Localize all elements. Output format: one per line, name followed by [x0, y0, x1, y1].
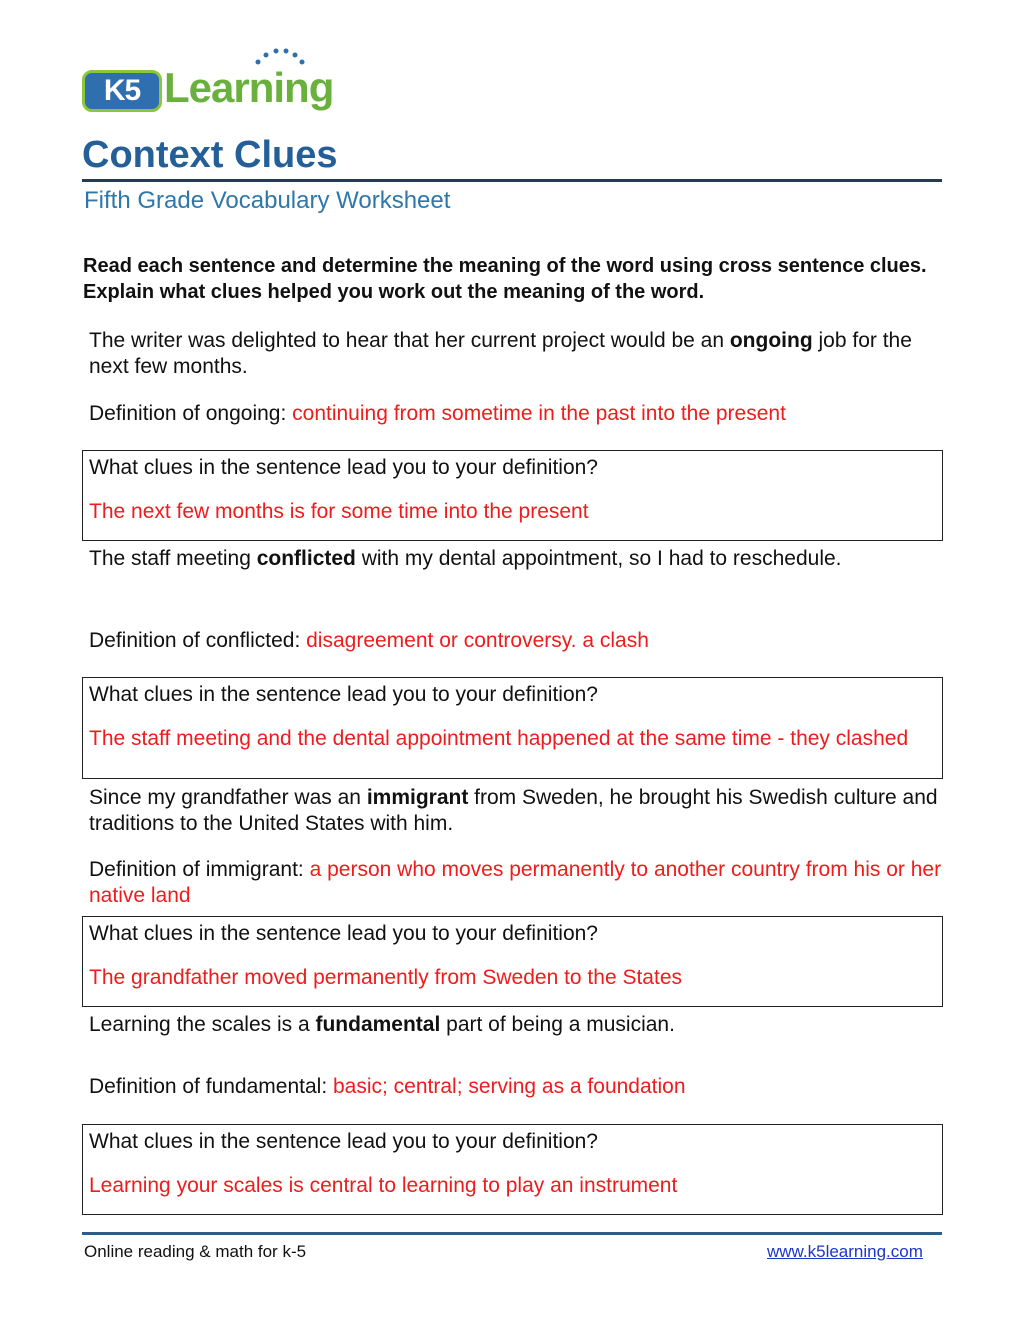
clue-answer-4: Learning your scales is central to learning to play an instrument	[89, 1174, 678, 1197]
clue-question-1: What clues in the sentence lead you to your definition?	[89, 456, 598, 479]
clue-box-2	[82, 677, 943, 779]
clue-question-3: What clues in the sentence lead you to your definition?	[89, 922, 598, 945]
definition-answer-2: disagreement or controversy. a clash	[306, 629, 649, 652]
k5-learning-logo	[82, 46, 332, 122]
target-word-3: immigrant	[366, 786, 469, 809]
definition-answer-3: a person who moves permanently to another country from his or her native land	[89, 858, 942, 907]
instructions: Read each sentence and determine the meaning of the word using cross sentence clues. Explain what clues helped you work out the meaning of the word.	[83, 255, 927, 303]
definition-4: Definition of fundamental: basic; central; serving as a foundation	[89, 1075, 686, 1098]
target-word-4: fundamental	[315, 1013, 441, 1036]
definition-2: Definition of conflicted: disagreement or controversy. a clash	[89, 629, 649, 652]
logo-k5-badge: K5	[82, 70, 162, 112]
target-word-2: conflicted	[256, 547, 356, 570]
page-title: Context Clues	[82, 134, 338, 176]
sentence-1: The writer was delighted to hear that her current project would be an ongoing job for the next few months.	[89, 329, 912, 378]
definition-answer-1: continuing from sometime in the past into the present	[292, 402, 786, 425]
clue-answer-2: The staff meeting and the dental appointment happened at the same time - they clashed	[89, 727, 909, 750]
definition-answer-4: basic; central; serving as a foundation	[332, 1075, 686, 1098]
sentence-4: Learning the scales is a fundamental part of being a musician.	[89, 1013, 675, 1036]
target-word-1: ongoing	[729, 329, 813, 352]
sentence-3: Since my grandfather was an immigrant from Sweden, he brought his Swedish culture and traditions to the United States with him.	[89, 786, 938, 835]
definition-3: Definition of immigrant: a person who moves permanently to another country from his or her native land	[89, 858, 942, 907]
clue-box-1	[82, 450, 943, 541]
footer-website-link[interactable]: www.k5learning.com	[767, 1242, 923, 1261]
footer-tagline: Online reading & math for k-5	[84, 1242, 307, 1261]
clue-box-4	[82, 1124, 943, 1215]
clue-box-3	[82, 916, 943, 1007]
sentence-2: The staff meeting conflicted with my dental appointment, so I had to reschedule.	[89, 547, 842, 570]
clue-answer-1: The next few months is for some time into the present	[89, 500, 589, 523]
definition-1: Definition of ongoing: continuing from sometime in the past into the present	[89, 402, 786, 425]
clue-question-4: What clues in the sentence lead you to your definition?	[89, 1130, 598, 1153]
clue-question-2: What clues in the sentence lead you to your definition?	[89, 683, 598, 706]
page-subtitle: Fifth Grade Vocabulary Worksheet	[84, 187, 451, 214]
logo-wordmark: Learning	[164, 64, 334, 111]
footer-divider	[82, 1232, 942, 1235]
clue-answer-3: The grandfather moved permanently from Sweden to the States	[89, 966, 682, 989]
title-divider	[82, 179, 942, 182]
